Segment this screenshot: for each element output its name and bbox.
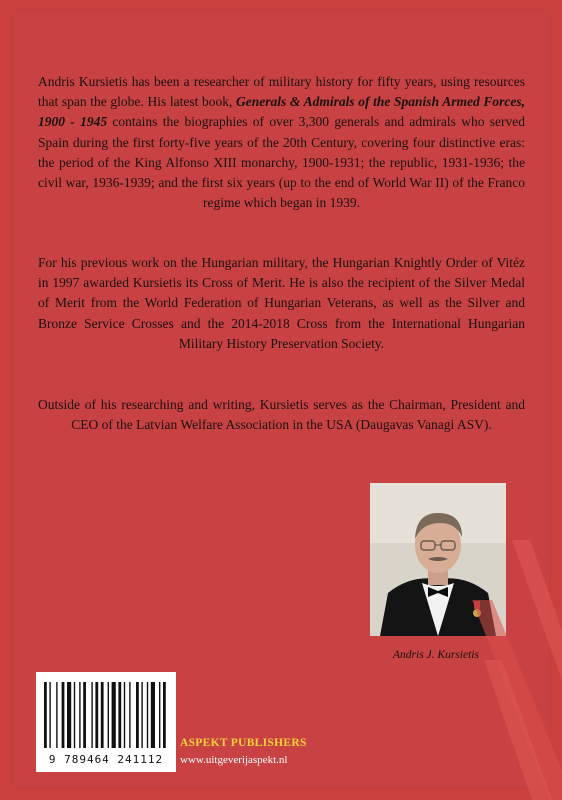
- bio-p1-text-cont: contains the biographies of over 3,300 generals and admirals who served Spain during the first forty-five years of the 20th Century, covering four distinctive eras: the period of the King Alfonso XIII monarchy, 1900-1931; the republic, 1931-1936; the civil war, 1936-1939; and the first six years (up to the end of World War II) of the Franco regime which began in 1939.: [38, 114, 525, 211]
- book-title: Generals & Admirals of the Spanish Armed Forces, 1900 - 1945: [38, 94, 525, 130]
- isbn-number: 9 789464 241112: [48, 753, 164, 766]
- bio-paragraph-1: [38, 72, 525, 213]
- decorative-stripes: [472, 540, 562, 800]
- bio-paragraph-2: For his previous work on the Hungarian military, the Hungarian Knightly Order of Vitéz in 1997 awarded Kursietis its Cross of Merit. He is also the recipient of the Silver Medal of Merit from the World Federation of Hungarian Veterans, as well as the Silver and Bronze Service Crosses and the 2014-2018 Cross from the International Hungarian Military History Preservation Society.: [38, 255, 525, 351]
- publisher-name: ASPEKT PUBLISHERS: [180, 737, 307, 749]
- bio-p1-text: Andris Kursietis has been a researcher of military history for fifty years, using resources that span the globe. His latest book,: [38, 74, 525, 110]
- bio-paragraph-3: Outside of his researching and writing, Kursietis serves as the Chairman, President and CEO of the Latvian Welfare Association in the USA (Daugavas Vanagi ASV).: [38, 397, 525, 433]
- photo-caption: Andris J. Kursietis: [393, 649, 479, 661]
- publisher-website[interactable]: www.uitgeverijaspekt.nl: [180, 754, 288, 766]
- isbn-barcode: [36, 672, 176, 772]
